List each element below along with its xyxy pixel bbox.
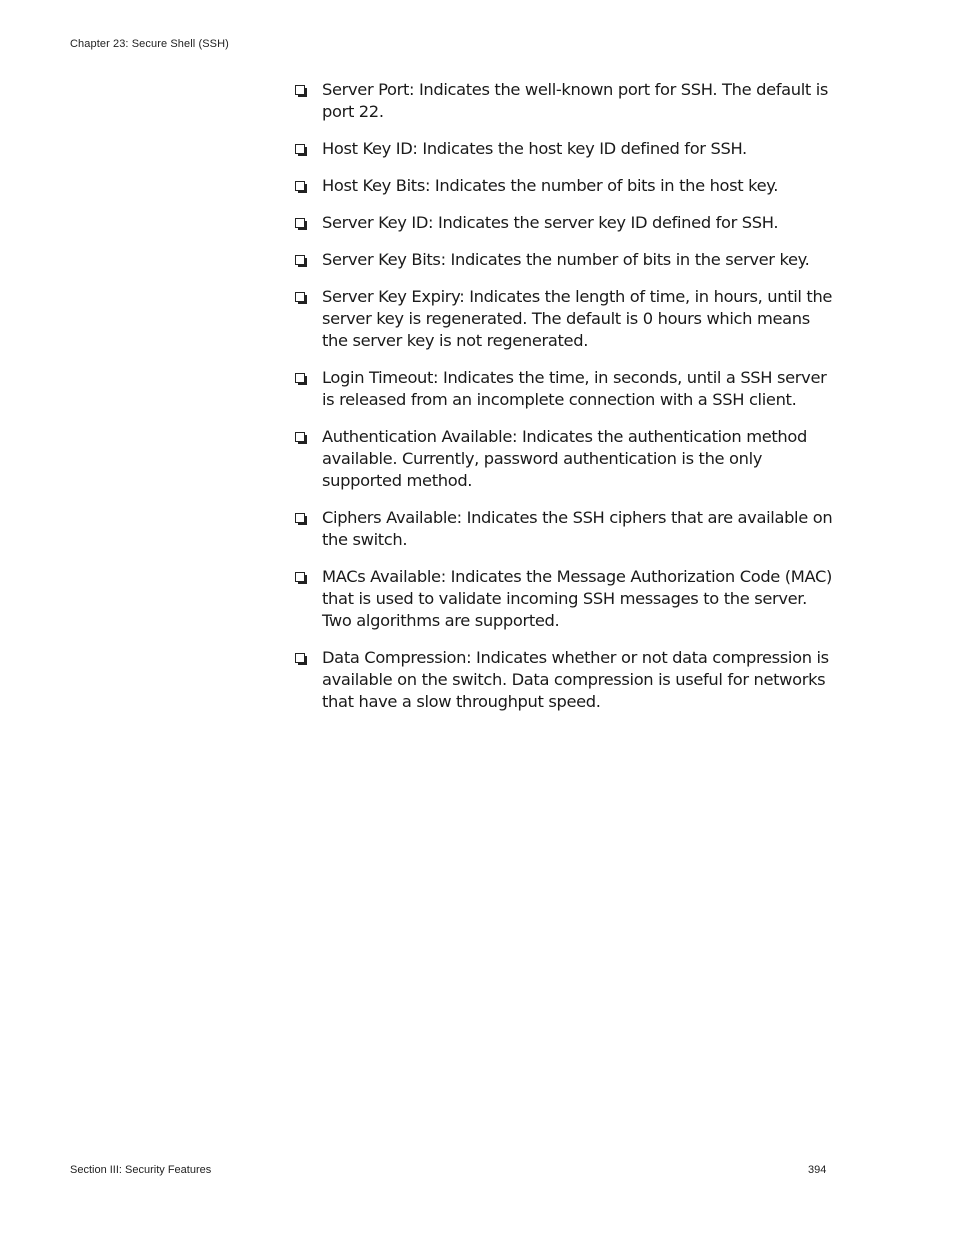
list-item-text: Authentication Available: Indicates the authentication method available. Currently, password authentication is the only supported method. — [322, 427, 807, 490]
list-item-text: Host Key Bits: Indicates the number of bits in the host key. — [322, 176, 779, 195]
list-item — [294, 175, 834, 197]
list-item — [294, 79, 834, 123]
list-item-text: Login Timeout: Indicates the time, in seconds, until a SSH server is released from an incomplete connection with a SSH client. — [322, 368, 827, 409]
list-item — [294, 249, 834, 271]
checkbox-bullet-icon — [295, 144, 305, 154]
list-item — [294, 367, 834, 411]
list-item — [294, 507, 834, 551]
checkbox-bullet-icon — [295, 373, 305, 383]
list-item-text: MACs Available: Indicates the Message Authorization Code (MAC) that is used to validate incoming SSH messages to the server. Two algorithms are supported. — [322, 567, 833, 630]
list-item — [294, 426, 834, 492]
checkbox-bullet-icon — [295, 255, 305, 265]
checkbox-bullet-icon — [295, 572, 305, 582]
list-item — [294, 138, 834, 160]
list-item — [294, 286, 834, 352]
field-description-list — [294, 79, 834, 728]
list-item — [294, 647, 834, 713]
list-item-text: Server Key Bits: Indicates the number of bits in the server key. — [322, 250, 810, 269]
checkbox-bullet-icon — [295, 653, 305, 663]
checkbox-bullet-icon — [295, 513, 305, 523]
checkbox-bullet-icon — [295, 85, 305, 95]
checkbox-bullet-icon — [295, 218, 305, 228]
list-item-text: Data Compression: Indicates whether or not data compression is available on the switch. Data compression is useful for networks that have a slow throughput speed. — [322, 648, 829, 711]
list-item-text: Server Key ID: Indicates the server key ID defined for SSH. — [322, 213, 779, 232]
footer-section-title: Section III: Security Features — [70, 1164, 212, 1176]
checkbox-bullet-icon — [295, 432, 305, 442]
list-item — [294, 212, 834, 234]
checkbox-bullet-icon — [295, 292, 305, 302]
list-item-text: Host Key ID: Indicates the host key ID defined for SSH. — [322, 139, 747, 158]
list-item — [294, 566, 834, 632]
list-item-text: Ciphers Available: Indicates the SSH ciphers that are available on the switch. — [322, 508, 833, 549]
list-item-text: Server Port: Indicates the well-known port for SSH. The default is port 22. — [322, 80, 829, 121]
page-number: 394 — [808, 1164, 827, 1176]
running-header: Chapter 23: Secure Shell (SSH) — [70, 38, 229, 50]
checkbox-bullet-icon — [295, 181, 305, 191]
list-item-text: Server Key Expiry: Indicates the length of time, in hours, until the server key is regenerated. The default is 0 hours which means the server key is not regenerated. — [322, 287, 833, 350]
